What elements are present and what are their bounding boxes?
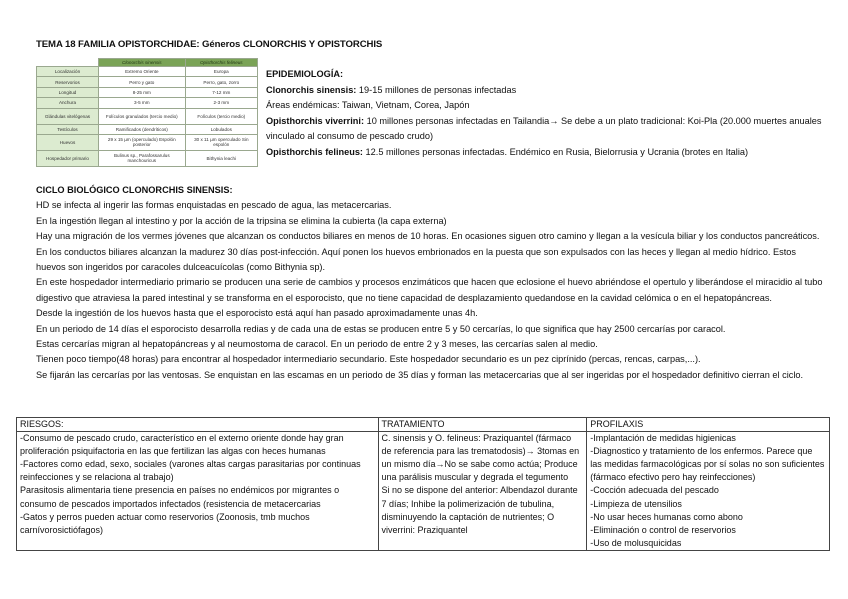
- line-text: 10 millones personas infectadas en Tailandia→ Se debe a un plato tradicional: Koi-Pla (20.000 muertes anuales vinculado al consumo de pescado crudo): [266, 115, 822, 141]
- epidemiology-line: [266, 114, 826, 145]
- cell-b: 7-12 mm: [185, 87, 257, 97]
- comparison-row: [37, 67, 258, 77]
- comparison-row: [37, 98, 258, 108]
- cell-b: 2-3 mm: [185, 98, 257, 108]
- row-label: Longitud: [37, 87, 99, 97]
- riesgos-cell: -Consumo de pescado crudo, característico en el externo oriente donde hay gran proliferación psiquifactoria en las que fertilizan las algas con heces humanas -Factores como edad, sexo, sociales (varones altas cargas parasitarias por continuas reinfecciones y se relaciona al trabajo) Parasitosis alimentaria tiene presencia en países no endémicos por migrantes o consumo de pescados importados infectados (resistencia de metacercarias -Gatos y perros pueden actuar como reservorios (Zoonosis, tmb muchos carnívorosictiófagos): [17, 432, 379, 551]
- paragraph: Estas cercarías migran al hepatopáncreas y al neumostoma de caracol. En un periodo de entre 2 y 3 meses, las cercarías salen al medio.: [36, 339, 598, 350]
- row-label: Hospedador primario: [37, 150, 99, 166]
- paragraph: En un periodo de 14 días el esporocisto desarrolla redias y de cada una de estas se producen entre 5 y 50 cercarías, lo que significa que hay 2500 cercarías por caracol.: [36, 323, 726, 334]
- cell-a: Extremo Oriente: [99, 67, 186, 77]
- paragraph: En este hospedador intermediario primario se producen una serie de cambios y procesos enzimáticos que hacen que eclosione el huevo abriéndose el opertulo y liberándose el miracidio al tubo digestivo que atraviesa la pared intestinal y se transforma en el esporocisto, que no tiene capacidad de desplazamiento quedandose en la cavidad celómica o en el hepatopáncreas.: [36, 277, 823, 303]
- header-profilaxis: PROFILAXIS: [587, 418, 830, 432]
- cell-b: Lobulados: [185, 124, 257, 134]
- cell-a: Bulinus sp., Parafossarulus manchouricus: [99, 150, 186, 166]
- comparison-table: [36, 58, 258, 167]
- paragraph: Tienen poco tiempo(48 horas) para encontrar al hospedador intermediario secundario. Este hospedador secundario es un pez ciprínido (percas, rencas, carpas,...).: [36, 354, 701, 365]
- epidemiology-line: [266, 83, 826, 99]
- paragraph: Desde la ingestión de los huevos hasta que el esporocisto está aquí han pasado aproximadamente unas 4h.: [36, 308, 478, 319]
- comparison-row: [37, 134, 258, 150]
- cell-a: Folículos granulados (tercio medio): [99, 108, 186, 124]
- comparison-row: [37, 108, 258, 124]
- cell-b: Folículos (tercio medio): [185, 108, 257, 124]
- comparison-header-b: Opisthorchis felineus: [185, 59, 257, 67]
- paragraph: HD se infecta al ingerir las formas enquistadas en pescado de agua, las metacercarias.: [36, 200, 392, 211]
- risk-treatment-table: [16, 417, 830, 551]
- cell-a: Perro y gato: [99, 77, 186, 87]
- row-label: Localización: [37, 67, 99, 77]
- cell-b: 30 x 11 µm operculado Sin espolón: [185, 134, 257, 150]
- paragraph: Se fijarán las cercarías por las ventosas. Se enquistan en las escamas en un periodo de 35 días y forman las metacercarias que al ser ingeridas por el hospedador definitivo cierran el ciclo.: [36, 369, 804, 380]
- tratamiento-cell: C. sinensis y O. felineus: Praziquantel (fármaco de referencia para las trematodosis)→ 3tomas en un mismo día→No se sabe como actúa; Produce una parálisis muscular y degrada el tegumento Si no se dispone del anterior: Albendazol durante 7 días; Inhibe la polimerización de tubulina, disminuyendo la captación de nutrientes; O viverrini: Praziquantel: [378, 432, 587, 551]
- species-name: Opisthorchis felineus:: [266, 146, 363, 157]
- comparison-row: [37, 124, 258, 134]
- cell-a: Ramificados (dendríticos): [99, 124, 186, 134]
- cell-a: 29 x 15 µm (operculado) Espolón posterior: [99, 134, 186, 150]
- life-cycle-section: [36, 183, 826, 383]
- bottom-body-row: [17, 432, 830, 551]
- epidemiology-line: [266, 145, 826, 161]
- line-text: 19-15 millones de personas infectadas: [356, 84, 517, 95]
- row-label: Anchura: [37, 98, 99, 108]
- comparison-corner: [37, 59, 99, 67]
- epidemiology-section: [266, 67, 826, 160]
- profilaxis-cell: -Implantación de medidas higienicas -Diagnostico y tratamiento de los enfermos. Parece que las medidas farmacológicas por sí solas no son suficientes (fármaco efectivo pero hay reinfecciones) -Cocción adecuada del pescado -Limpieza de utensilios -No usar heces humanas como abono -Eliminación o control de reservorios -Uso de molusquicidas: [587, 432, 830, 551]
- cell-b: Bithynia leachi: [185, 150, 257, 166]
- comparison-row: [37, 87, 258, 97]
- paragraph: En los conductos biliares alcanzan la madurez 30 días post-infección. Aquí ponen los huevos embrionados en la puesta que son expulsados con las heces y llegan al medio hídrico. Estos huevos son ingeridos por caracoles dulceacuícolas (como Bithynia sp).: [36, 246, 796, 273]
- paragraph: En la ingestión llegan al intestino y por la acción de la tripsina se elimina la cubierta (la capa externa): [36, 215, 447, 226]
- epidemiology-heading: EPIDEMIOLOGÍA:: [266, 69, 344, 79]
- cell-a: 3-5 mm: [99, 98, 186, 108]
- species-name: Clonorchis sinensis:: [266, 84, 357, 95]
- cell-b: Perro, gato, zorro: [185, 77, 257, 87]
- line-text: 12.5 millones personas infectadas. Endémico en Rusia, Bielorrusia y Ucrania (brotes en Italia): [363, 146, 749, 157]
- species-name: Opisthorchis viverrini:: [266, 115, 365, 126]
- comparison-row: [37, 77, 258, 87]
- bottom-header-row: [17, 418, 830, 432]
- row-label: Huevos: [37, 134, 99, 150]
- comparison-header-a: Clonorchis sinensis: [99, 59, 186, 67]
- comparison-header-row: [37, 59, 258, 67]
- comparison-row: [37, 150, 258, 166]
- row-label: Glándulas vitelógenas: [37, 108, 99, 124]
- row-label: Testículos: [37, 124, 99, 134]
- cell-a: 8-25 mm: [99, 87, 186, 97]
- row-label: Reservorios: [37, 77, 99, 87]
- page-title: TEMA 18 FAMILIA OPISTORCHIDAE: Géneros CLONORCHIS Y OPISTORCHIS: [36, 39, 383, 50]
- paragraph: Hay una migración de los vermes jóvenes que alcanzan os conductos biliares en menos de 10 horas. En ocasiones siguen otro camino y llegan a la vesícula biliar y los conductos pancreáticos.: [36, 231, 820, 242]
- cell-b: Europa: [185, 67, 257, 77]
- header-tratamiento: TRATAMIENTO: [378, 418, 587, 432]
- header-riesgos: RIESGOS:: [17, 418, 379, 432]
- epidemiology-line: Áreas endémicas: Taiwan, Vietnam, Corea, Japón: [266, 100, 470, 110]
- life-cycle-heading: CICLO BIOLÓGICO CLONORCHIS SINENSIS:: [36, 185, 233, 195]
